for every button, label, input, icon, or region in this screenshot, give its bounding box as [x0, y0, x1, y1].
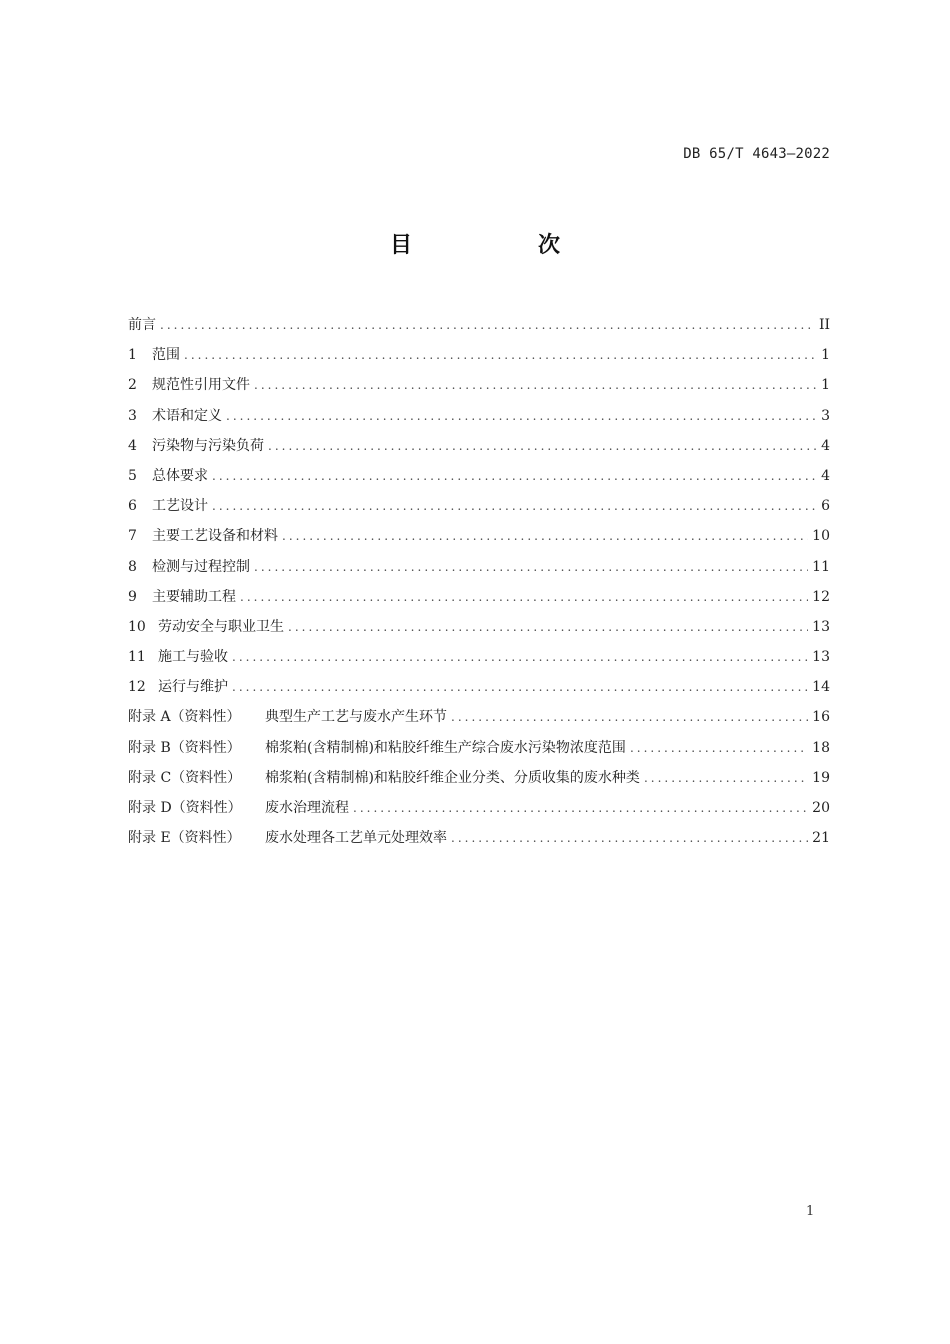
toc-entry-label: 污染物与污染负荷	[152, 437, 264, 454]
toc-entry-page: 10	[812, 528, 830, 545]
toc-entry-2[interactable]	[128, 370, 830, 400]
toc-entry-foreword[interactable]	[128, 310, 830, 340]
toc-entry-appendix-a[interactable]	[128, 702, 830, 732]
page-title: 目 次	[389, 233, 612, 258]
toc-entry-label: 主要工艺设备和材料	[152, 528, 278, 545]
toc-entry-label: 劳动安全与职业卫生	[158, 618, 284, 635]
toc-entry-page: 16	[812, 709, 830, 726]
table-of-contents	[128, 310, 830, 853]
toc-entry-page: 20	[812, 800, 830, 816]
toc-dot-leader	[232, 642, 808, 672]
toc-dot-leader	[232, 672, 808, 702]
toc-dot-leader	[282, 521, 808, 551]
toc-entry-label: 废水治理流程	[265, 800, 349, 816]
toc-entry-11[interactable]	[128, 642, 830, 672]
toc-entry-9[interactable]	[128, 582, 830, 612]
toc-entry-label: 总体要求	[152, 467, 208, 484]
toc-entry-label: 术语和定义	[152, 407, 222, 424]
toc-entry-label: 工艺设计	[152, 498, 208, 515]
toc-entry-page: 14	[812, 679, 830, 696]
toc-entry-number: 1	[128, 347, 137, 364]
toc-dot-leader	[630, 733, 808, 763]
standard-code: DB 65/T 4643—2022	[683, 146, 830, 162]
toc-entry-5[interactable]	[128, 461, 830, 491]
toc-entry-page: 4	[821, 437, 830, 454]
toc-entry-page: 21	[812, 830, 830, 847]
toc-dot-leader	[254, 370, 817, 400]
toc-entry-10[interactable]	[128, 612, 830, 642]
toc-entry-appendix-e[interactable]	[128, 823, 830, 853]
toc-entry-page: 18	[812, 739, 830, 756]
toc-entry-number: 2	[128, 377, 137, 394]
toc-dot-leader	[212, 491, 817, 521]
toc-entry-page: 4	[821, 467, 830, 484]
toc-dot-leader	[451, 823, 808, 853]
toc-entry-number: 10	[128, 618, 146, 635]
toc-entry-number: 8	[128, 558, 137, 575]
toc-entry-8[interactable]	[128, 552, 830, 582]
toc-dot-leader	[353, 793, 808, 823]
toc-entry-label: 范围	[152, 347, 180, 364]
toc-entry-page: 1	[821, 347, 830, 364]
page-number: 1	[806, 1204, 815, 1219]
toc-entry-label: 棉浆粕(含精制棉)和粘胶纤维生产综合废水污染物浓度范围	[265, 739, 626, 756]
toc-dot-leader	[240, 582, 808, 612]
toc-entry-page: 13	[812, 649, 830, 666]
toc-entry-number: 12	[128, 679, 146, 696]
toc-entry-number: 6	[128, 498, 137, 515]
toc-entry-number: 7	[128, 528, 137, 545]
toc-entry-page: 19	[812, 769, 830, 786]
toc-entry-label: 废水处理各工艺单元处理效率	[265, 830, 447, 847]
toc-entry-label: 主要辅助工程	[152, 588, 236, 605]
toc-entry-number: 附录 A（资料性）	[128, 709, 241, 726]
toc-entry-label: 检测与过程控制	[152, 558, 250, 575]
toc-entry-number: 3	[128, 407, 137, 424]
toc-entry-page: 1	[821, 377, 830, 394]
toc-entry-page: 6	[821, 498, 830, 515]
toc-entry-7[interactable]	[128, 521, 830, 551]
toc-entry-number: 9	[128, 588, 137, 605]
toc-entry-4[interactable]	[128, 431, 830, 461]
toc-entry-page: II	[818, 317, 830, 333]
toc-entry-1[interactable]	[128, 340, 830, 370]
toc-entry-appendix-c[interactable]	[128, 763, 830, 793]
toc-entry-6[interactable]	[128, 491, 830, 521]
toc-entry-label: 运行与维护	[158, 679, 228, 696]
toc-entry-label: 施工与验收	[158, 649, 228, 666]
toc-dot-leader	[288, 612, 808, 642]
toc-entry-label: 前言	[128, 317, 156, 333]
toc-entry-label: 棉浆粕(含精制棉)和粘胶纤维企业分类、分质收集的废水种类	[265, 769, 640, 786]
toc-entry-number: 5	[128, 467, 137, 484]
toc-entry-page: 11	[812, 558, 830, 575]
toc-entry-label: 规范性引用文件	[152, 377, 250, 394]
toc-entry-number: 4	[128, 437, 137, 454]
toc-entry-page: 12	[812, 588, 830, 605]
toc-entry-label: 典型生产工艺与废水产生环节	[265, 709, 447, 726]
toc-dot-leader	[184, 340, 817, 370]
toc-dot-leader	[226, 401, 817, 431]
toc-entry-number: 附录 C（资料性）	[128, 769, 242, 786]
toc-entry-3[interactable]	[128, 401, 830, 431]
toc-dot-leader	[160, 310, 815, 340]
toc-entry-12[interactable]	[128, 672, 830, 702]
toc-entry-number: 11	[128, 649, 146, 666]
toc-dot-leader	[254, 552, 808, 582]
toc-dot-leader	[451, 702, 808, 732]
toc-entry-appendix-b[interactable]	[128, 733, 830, 763]
toc-entry-number: 附录 D（资料性）	[128, 800, 242, 816]
toc-entry-number: 附录 B（资料性）	[128, 739, 241, 756]
toc-dot-leader	[212, 461, 817, 491]
toc-entry-number: 附录 E（资料性）	[128, 830, 241, 847]
toc-entry-appendix-d[interactable]	[128, 793, 830, 823]
toc-entry-page: 13	[812, 618, 830, 635]
toc-dot-leader	[644, 763, 808, 793]
toc-dot-leader	[268, 431, 817, 461]
toc-entry-page: 3	[821, 407, 830, 424]
